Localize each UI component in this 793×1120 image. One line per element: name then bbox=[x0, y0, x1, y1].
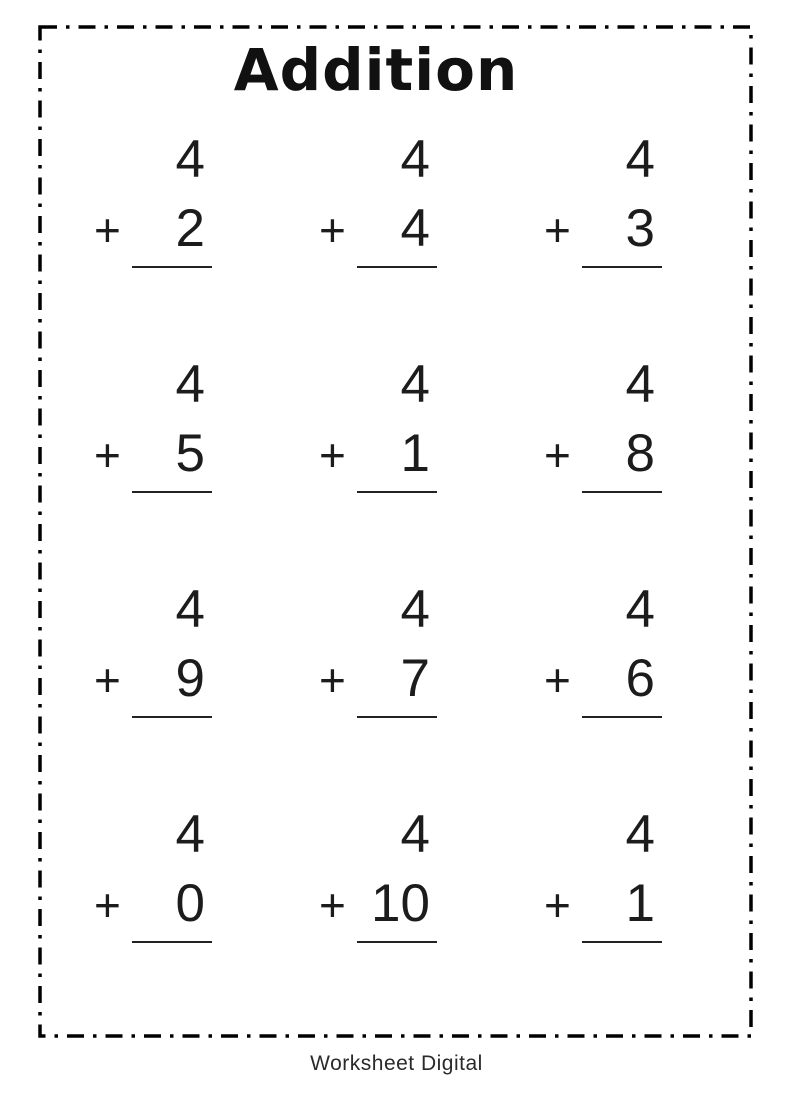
bottom-row bbox=[92, 874, 212, 933]
plus-operator: + bbox=[319, 429, 346, 481]
bottom-row bbox=[542, 199, 662, 258]
top-addend: 4 bbox=[625, 130, 655, 189]
answer-blank bbox=[132, 266, 212, 268]
addition-problem bbox=[92, 805, 212, 1030]
answer-blank bbox=[357, 716, 437, 718]
top-addend: 4 bbox=[400, 805, 430, 864]
bottom-addend: 4 bbox=[400, 199, 430, 258]
bottom-row bbox=[92, 649, 212, 708]
addition-problem bbox=[317, 130, 437, 355]
bottom-row bbox=[542, 649, 662, 708]
top-addend: 4 bbox=[400, 580, 430, 639]
bottom-row bbox=[317, 424, 437, 483]
worksheet-title: Addition bbox=[233, 36, 519, 104]
plus-operator: + bbox=[544, 429, 571, 481]
addition-problem bbox=[542, 130, 662, 355]
bottom-row bbox=[542, 424, 662, 483]
addition-problem bbox=[92, 355, 212, 580]
answer-blank bbox=[582, 491, 662, 493]
answer-blank bbox=[582, 266, 662, 268]
bottom-addend: 8 bbox=[625, 424, 655, 483]
plus-operator: + bbox=[544, 879, 571, 931]
bottom-addend: 0 bbox=[175, 874, 205, 933]
answer-blank bbox=[132, 491, 212, 493]
top-addend: 4 bbox=[175, 355, 205, 414]
bottom-row bbox=[542, 874, 662, 933]
plus-operator: + bbox=[319, 879, 346, 931]
answer-blank bbox=[357, 491, 437, 493]
addition-problem bbox=[317, 355, 437, 580]
bottom-row bbox=[317, 874, 437, 933]
plus-operator: + bbox=[94, 429, 121, 481]
plus-operator: + bbox=[319, 204, 346, 256]
top-addend: 4 bbox=[175, 130, 205, 189]
addition-problem bbox=[92, 580, 212, 805]
addition-problem bbox=[92, 130, 212, 355]
top-addend: 4 bbox=[625, 805, 655, 864]
bottom-row bbox=[92, 424, 212, 483]
answer-blank bbox=[357, 941, 437, 943]
bottom-addend: 10 bbox=[371, 874, 430, 933]
answer-blank bbox=[582, 941, 662, 943]
plus-operator: + bbox=[544, 654, 571, 706]
bottom-row bbox=[92, 199, 212, 258]
top-addend: 4 bbox=[400, 130, 430, 189]
answer-blank bbox=[132, 716, 212, 718]
top-addend: 4 bbox=[175, 580, 205, 639]
plus-operator: + bbox=[319, 654, 346, 706]
bottom-addend: 7 bbox=[400, 649, 430, 708]
plus-operator: + bbox=[94, 654, 121, 706]
addition-problem bbox=[542, 580, 662, 805]
bottom-addend: 3 bbox=[625, 199, 655, 258]
top-addend: 4 bbox=[625, 580, 655, 639]
addition-problem bbox=[317, 805, 437, 1030]
plus-operator: + bbox=[544, 204, 571, 256]
plus-operator: + bbox=[94, 879, 121, 931]
bottom-row bbox=[317, 649, 437, 708]
footer-brand: Worksheet Digital bbox=[310, 1052, 483, 1075]
bottom-addend: 9 bbox=[175, 649, 205, 708]
top-addend: 4 bbox=[175, 805, 205, 864]
bottom-addend: 1 bbox=[400, 424, 430, 483]
addition-problem bbox=[542, 355, 662, 580]
bottom-row bbox=[317, 199, 437, 258]
bottom-addend: 2 bbox=[175, 199, 205, 258]
answer-blank bbox=[357, 266, 437, 268]
top-addend: 4 bbox=[400, 355, 430, 414]
bottom-addend: 5 bbox=[175, 424, 205, 483]
bottom-addend: 1 bbox=[625, 874, 655, 933]
problems-grid bbox=[92, 130, 662, 1030]
plus-operator: + bbox=[94, 204, 121, 256]
addition-problem bbox=[317, 580, 437, 805]
answer-blank bbox=[132, 941, 212, 943]
top-addend: 4 bbox=[625, 355, 655, 414]
addition-problem bbox=[542, 805, 662, 1030]
answer-blank bbox=[582, 716, 662, 718]
bottom-addend: 6 bbox=[625, 649, 655, 708]
